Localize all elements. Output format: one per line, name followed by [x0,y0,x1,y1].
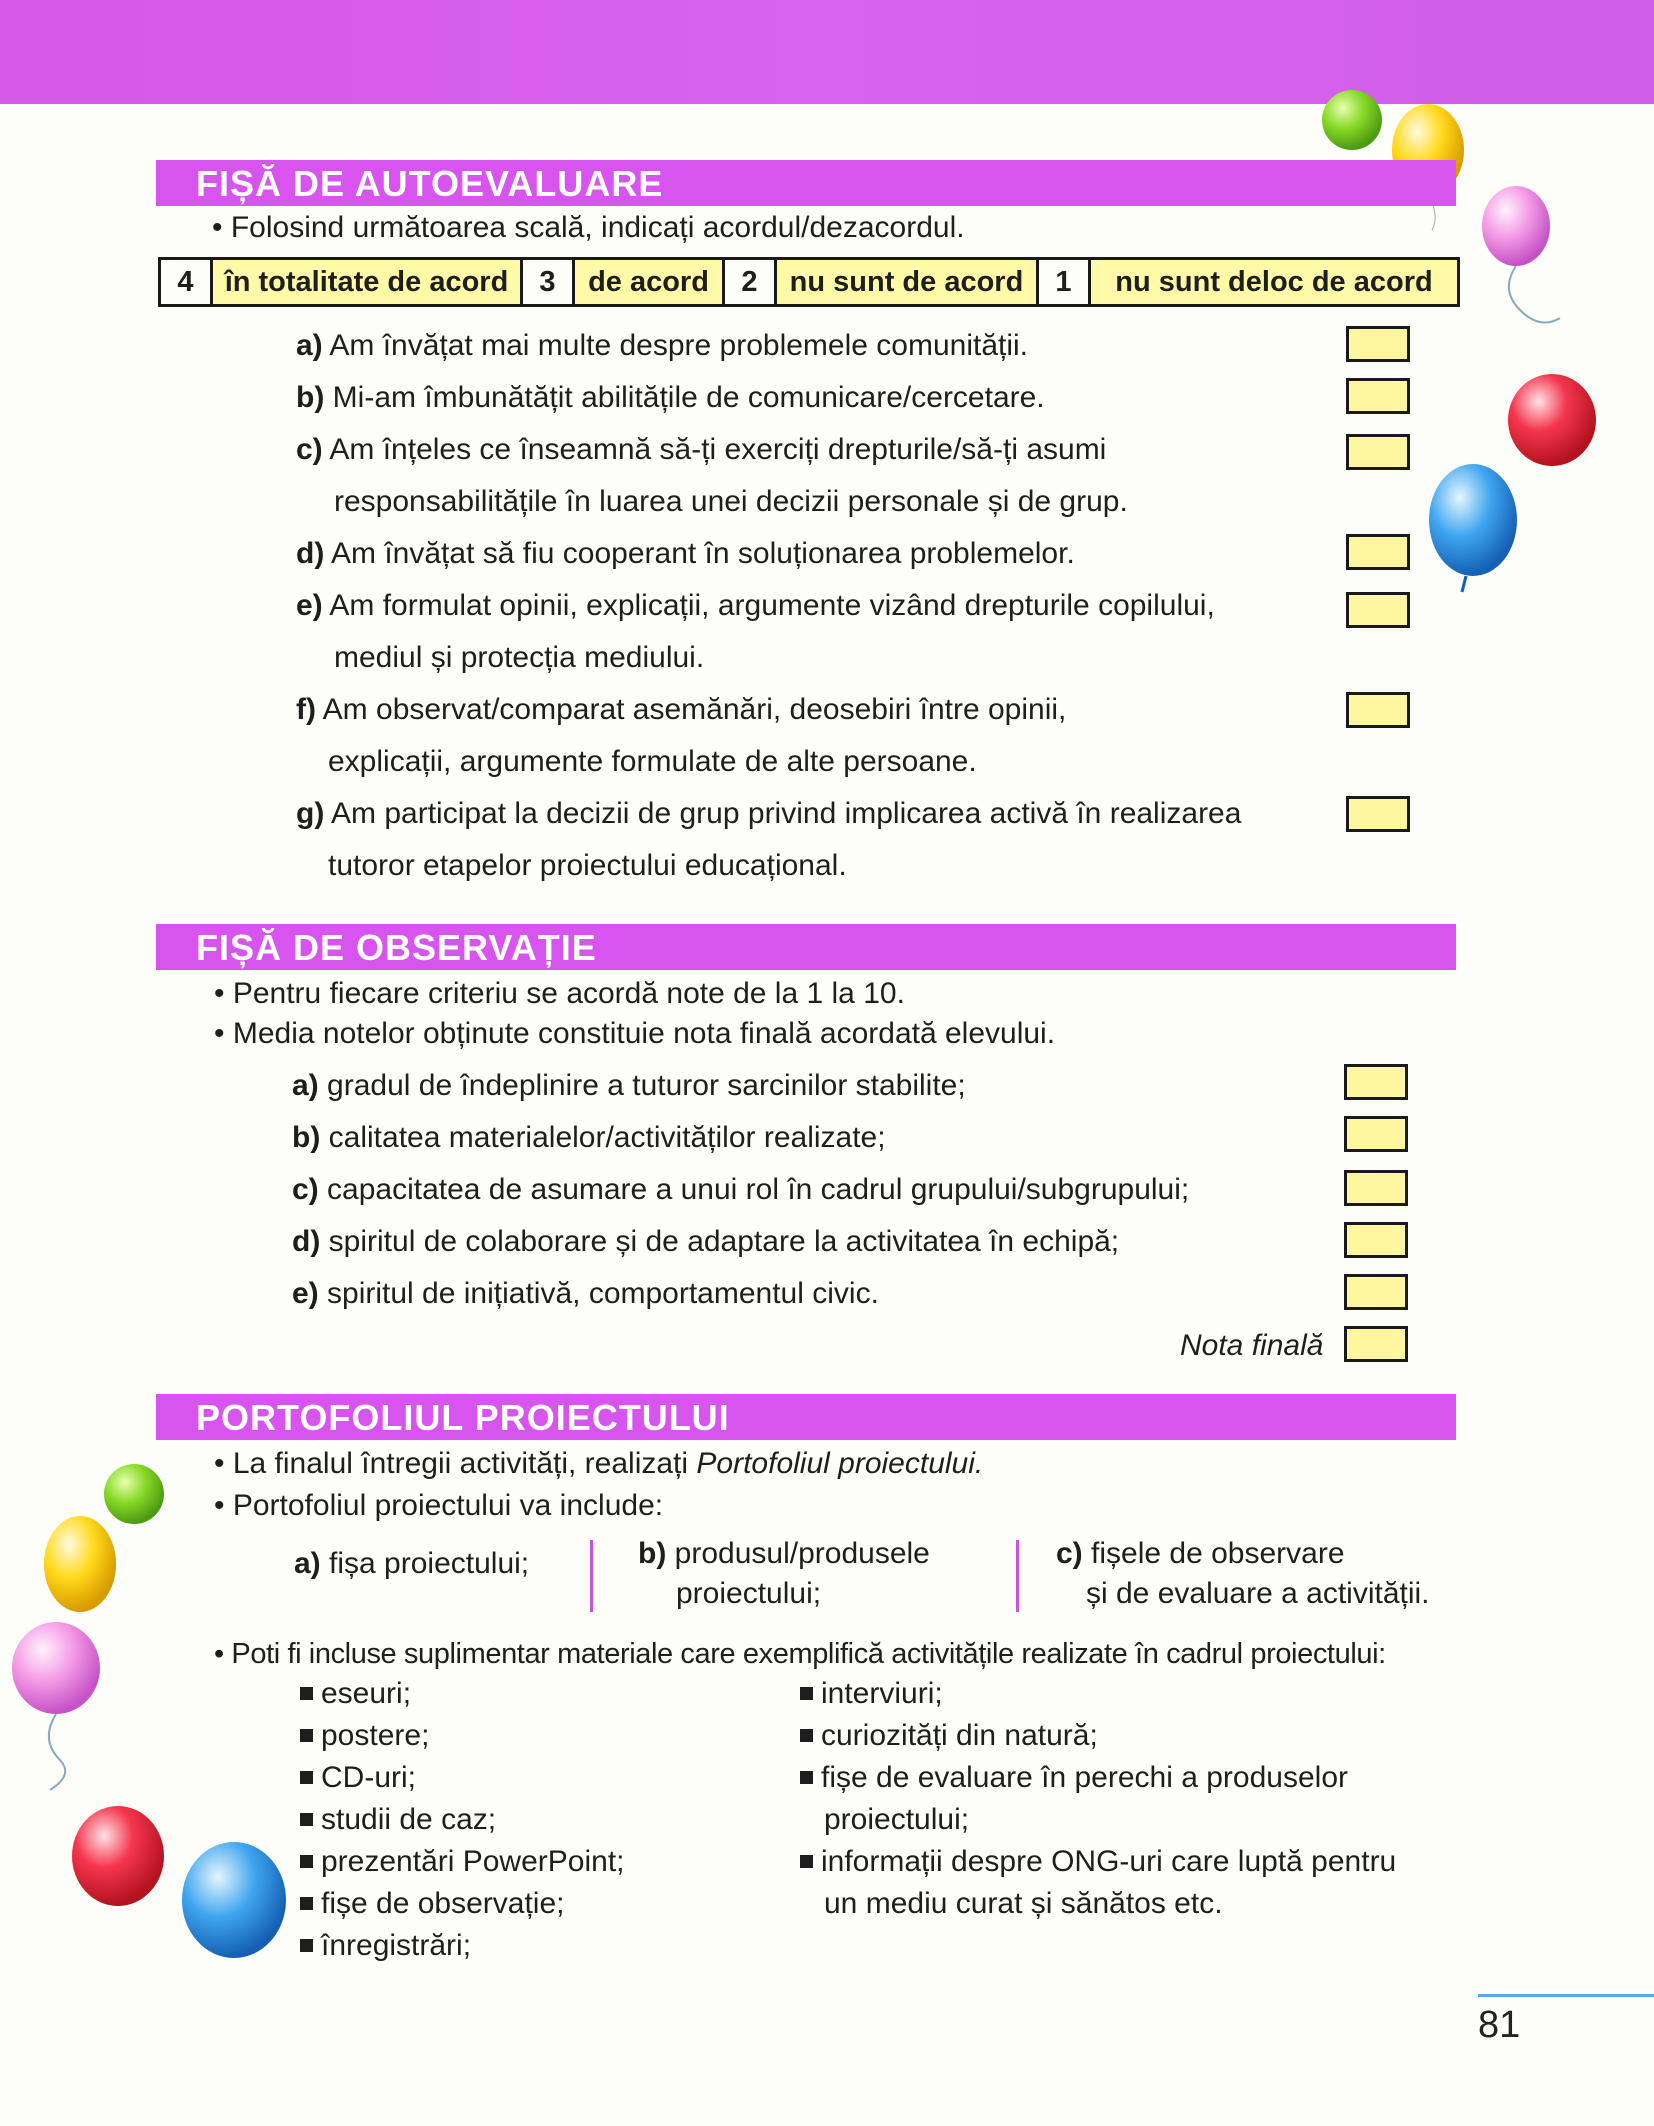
portofoliu-bullet-2: • Portofoliul proiectului va include: [214,1489,664,1522]
component-divider-1 [590,1540,593,1612]
scale-label-1: nu sunt deloc de acord [1115,266,1433,298]
balloon-pink-top [1482,186,1560,323]
portofoliu-component-b-line2: proiectului; [676,1577,822,1610]
list-item: eseuri; [300,1674,411,1714]
balloon-red-top [1508,374,1596,466]
autoevaluare-item-g: g) Am participat la decizii de grup privind implicarea activă în realizarea [296,797,1242,830]
list-item: informații despre ONG-uri care luptă pentru [800,1842,1396,1882]
scale-num-1: 1 [1039,260,1091,304]
grade-box-final[interactable] [1344,1326,1408,1362]
balloon-pink-bottom [12,1622,100,1790]
grade-box-d[interactable] [1344,1222,1408,1258]
portofoliu-bullet-1: • La finalul întregii activități, realizați Portofoliul proiectului. [214,1447,984,1480]
portofoliu-component-c: c) fișele de observare [1056,1537,1345,1570]
portofoliu-component-b: b) produsul/produsele [638,1537,930,1570]
observatie-item-d: d) spiritul de colaborare și de adaptare la activitatea în echipă; [292,1225,1120,1258]
autoevaluare-item-c: c) Am înțeles ce înseamnă să-ți exerciți drepturile/să-ți asumi [296,433,1107,466]
agreement-scale [158,257,1460,307]
autoevaluare-item-c-line2: responsabilitățile în luarea unei decizii personale și de grup. [334,485,1128,518]
grade-box-a[interactable] [1344,1064,1408,1100]
balloon-green-top [1322,90,1382,150]
autoevaluare-item-e: e) Am formulat opinii, explicații, argumente vizând drepturile copilului, [296,589,1215,622]
scale-label-3: de acord [575,260,725,304]
portofoliu-title: PORTOFOLIUL PROIECTULUI [156,1394,1456,1440]
observatie-item-b: b) calitatea materialelor/activităților realizate; [292,1121,886,1154]
list-item: studii de caz; [300,1800,496,1840]
autoevaluare-item-d: d) Am învățat să fiu cooperant în soluționarea problemelor. [296,537,1075,570]
observatie-bullet-2: • Media notelor obținute constituie nota finală acordată elevului. [214,1017,1056,1050]
component-divider-2 [1016,1540,1019,1612]
scale-num-4: 4 [161,260,213,304]
balloon-blue-bottom [182,1842,286,1958]
answer-box-f[interactable] [1346,692,1410,728]
page-number: 81 [1478,2004,1521,2046]
answer-box-g[interactable] [1346,796,1410,832]
scale-num-2: 2 [725,260,777,304]
grade-box-c[interactable] [1344,1170,1408,1206]
portofoliu-component-a: a) fișa proiectului; [294,1547,530,1580]
balloon-green-bottom [104,1464,164,1524]
balloon-yellow-bottom [44,1516,116,1612]
list-item-continuation: proiectului; [824,1803,970,1836]
list-item: înregistrări; [300,1926,471,1966]
list-item: curiozități din natură; [800,1716,1098,1756]
balloon-red-bottom [72,1806,164,1906]
autoevaluare-title: FIȘĂ DE AUTOEVALUARE [156,160,1456,206]
nota-finala-label: Nota finală [1180,1329,1324,1362]
observatie-bullet-1: • Pentru fiecare criteriu se acordă note de la 1 la 10. [214,977,905,1010]
grade-box-b[interactable] [1344,1116,1408,1152]
autoevaluare-item-f-line2: explicații, argumente formulate de alte persoane. [328,745,977,778]
autoevaluare-item-e-line2: mediul și protecția mediului. [334,641,705,674]
autoevaluare-item-a: a) Am învățat mai multe despre problemele comunității. [296,329,1029,362]
list-item: prezentări PowerPoint; [300,1842,625,1882]
balloon-blue-top [1429,464,1517,592]
list-item: fișe de evaluare în perechi a produselor [800,1758,1348,1798]
answer-box-d[interactable] [1346,534,1410,570]
page-number-rule [1478,1994,1654,1997]
autoevaluare-item-g-line2: tutoror etapelor proiectului educațional. [328,849,847,882]
autoevaluare-item-b: b) Mi-am îmbunătățit abilitățile de comunicare/cercetare. [296,381,1045,414]
observatie-item-a: a) gradul de îndeplinire a tuturor sarcinilor stabilite; [292,1069,966,1102]
list-item: CD-uri; [300,1758,416,1798]
answer-box-c[interactable] [1346,434,1410,470]
grade-box-e[interactable] [1344,1274,1408,1310]
autoevaluare-item-f: f) Am observat/comparat asemănări, deosebiri între opinii, [296,693,1067,726]
scale-label-2: nu sunt de acord [777,260,1039,304]
portofoliu-component-c-line2: și de evaluare a activității. [1086,1577,1430,1610]
list-item: fișe de observație; [300,1884,564,1924]
list-item-continuation: un mediu curat și sănătos etc. [824,1887,1223,1920]
scale-num-3: 3 [523,260,575,304]
observatie-item-c: c) capacitatea de asumare a unui rol în cadrul grupului/subgrupului; [292,1173,1190,1206]
portofoliu-bullet-3: • Poti fi incluse suplimentar materiale care exemplifică activitățile realizate în cadrul proiectului: [214,1638,1386,1670]
answer-box-a[interactable] [1346,326,1410,362]
list-item: interviuri; [800,1674,943,1714]
scale-label-4: în totalitate de acord [213,260,523,304]
answer-box-e[interactable] [1346,592,1410,628]
answer-box-b[interactable] [1346,378,1410,414]
observatie-title: FIȘĂ DE OBSERVAȚIE [156,924,1456,970]
autoevaluare-instruction: • Folosind următoarea scală, indicați acordul/dezacordul. [212,211,965,244]
list-item: postere; [300,1716,429,1756]
observatie-item-e: e) spiritul de inițiativă, comportamentul civic. [292,1277,879,1310]
